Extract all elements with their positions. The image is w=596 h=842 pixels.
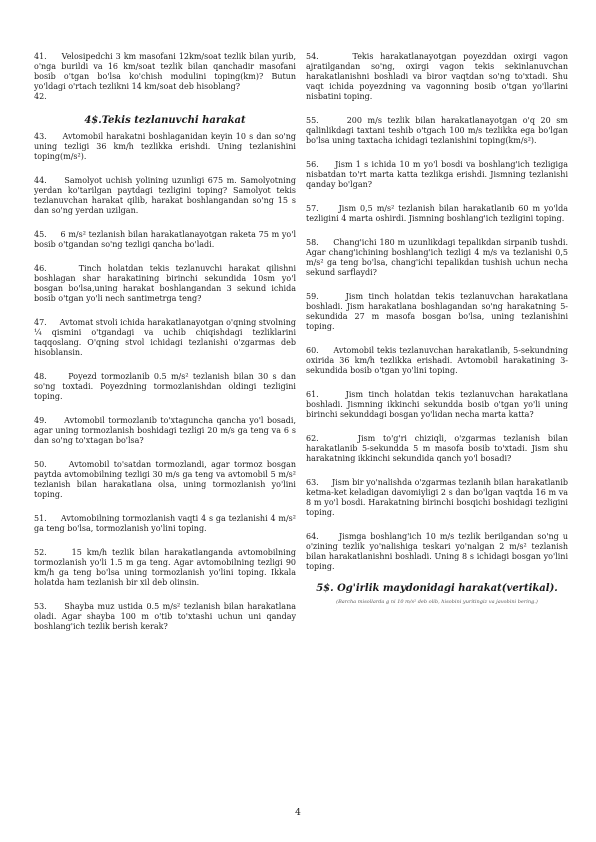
problem-49: 49. Avtomobil tormozlanib to'xtaguncha qancha yo'l bosadi, agar uning tormozlanish boshidagi tezligi 20 m/s ga teng va 6 s dan so'ng to'xtagan bo'lsa? [34, 416, 296, 445]
problem-51: 51. Avtomobilning tormozlanish vaqti 4 s ga tezlanishi 4 m/s² ga teng bo'lsa, tormozlanish yo'lini toping. [34, 514, 296, 533]
problem-52: 52. 15 km/h tezlik bilan harakatlanganda avtomobilning tormozlanish yo'li 1.5 m ga teng. Agar avtomobilning tezligi 90 km/h ga teng bo'lsa uning tormozlanish yo'lini toping. Ikkala holatda ham tezlanish bir xil deb olinsin. [34, 548, 296, 587]
problem-46: 46. Tinch holatdan tekis tezlanuvchi harakat qilishni boshlagan shar harakatining birinchi sekundida 10sm yo'l bosgan bo'lsa,uning harakat boshlangandan 3 sekund ichida bosib o'tgan yo'li nech santimetrga teng? [34, 264, 296, 303]
page-number: 4 [295, 808, 301, 818]
problem-43: 43. Avtomobil harakatni boshlaganidan keyin 10 s dan so'ng uning tezligi 36 km/h tezlikka erishdi. Uning tezlanishini toping(m/s²). [34, 132, 296, 161]
problem-50: 50. Avtomobil to'satdan tormozlandi, agar tormoz bosgan paytda avtomobilning tezligi 30 m/s ga teng va avtomobil 5 m/s² tezlanish bilan harakatlana olsa, uning tormozlanish yo'lini toping. [34, 460, 296, 499]
problem-42: 42. [34, 92, 47, 101]
problem-57: 57. Jism 0,5 m/s² tezlanish bilan harakatlanib 60 m yo'lda tezligini 4 marta oshirdi. Jismning boshlang'ich tezligini toping. [306, 204, 568, 223]
problem-48: 48. Poyezd tormozlanib 0.5 m/s² tezlanish bilan 30 s dan so'ng toxtadi. Poyezdning tormozlanishdan oldingi tezligini toping. [34, 372, 296, 401]
problem-59: 59. Jism tinch holatdan tekis tezlanuvchan harakatlana boshladi. Jism harakatlana boshlagandan so'ng harakatning 5-sekundida 27 m masofa bosgan bo'lsa, uning tezlanishini toping. [306, 292, 568, 331]
problem-62: 62. Jism to'g'ri chiziqli, o'zgarmas tezlanish bilan harakatlanib 5-sekundda 5 m masofa bosib to'xtadi. Jism shu harakatning ikkinchi sekundida qanch yo'l bosadi? [306, 434, 568, 463]
problem-53: 53. Shayba muz ustida 0.5 m/s² tezlanish bilan harakatlana oladi. Agar shayba 100 m o'tib to'xtashi uchun uni qanday boshlang'ich tezlik berish kerak? [34, 602, 296, 631]
section-heading-4: 4$.Tekis tezlanuvchi harakat [84, 115, 246, 126]
problem-41: 41. Velosipedchi 3 km masofani 12km/soat tezlik bilan yurib, o'nga burildi va 16 km/soat tezlik bilan qanchadir masofani bosib o'tgan bo'lsa ko'chish modulini toping(km)? Butun yo'ldagi o'rtach tezlikni 14 km/soat deb hisoblang? [34, 52, 296, 91]
section-note: (Barcha misollarda g ni 10 m/s² deb olib, hisobini yuritingiz va javobini bering.) [336, 599, 538, 605]
problem-61: 61. Jism tinch holatdan tekis tezlanuvchan harakatlana boshladi. Jismning ikkinchi sekundda bosib o'tgan yo'li uning birinchi sekunddagi bosgan yo'lidan necha marta katta? [306, 390, 568, 419]
problem-54: 54. Tekis harakatlanayotgan poyezddan oxirgi vagon ajratilgandan so'ng, oxirgi vagon tekis sekinlanuvchan harakatlanishni boshladi va biror vaqtdan so'ng to'xtadi. Shu vaqt ichida poyezdning va vagonning bosib o'tgan yo'llarini nisbatini toping. [306, 52, 568, 101]
problem-44: 44. Samolyot uchish yolining uzunligi 675 m. Samolyotning yerdan ko'tarilgan paytdagi tezligini toping? Samolyot tekis tezlanuvchan harakat qilib, harakat boshlangandan so'ng 15 s dan so'ng yerdan uzilgan. [34, 176, 296, 215]
left-column [34, 52, 296, 632]
problem-56: 56. Jism 1 s ichida 10 m yo'l bosdi va boshlang'ich tezligiga nisbatdan to'rt marta katta tezlikga erishdi. Jismning tezlanishi qanday bo'lgan? [306, 160, 568, 189]
problem-60: 60. Avtomobil tekis tezlanuvchan harakatlanib, 5-sekundning oxirida 36 km/h tezlikka erishadi. Avtomobil harakatining 3-sekundida bosib o'tgan yo'lini toping. [306, 346, 568, 375]
problem-47: 47. Avtomat stvoli ichida harakatlanayotgan o'qning stvolning ¼ qismini o'tgandagi va uchib chiqishdagi tezliklarini taqqoslang. O'qning stvol ichidagi tezlanishi o'zgarmas deb hisoblansin. [34, 318, 296, 357]
right-column [306, 52, 568, 611]
section-heading-5: 5$. Og'irlik maydonidagi harakat(vertikal). [316, 583, 558, 594]
problem-64: 64. Jismga boshlang'ich 10 m/s tezlik berilgandan so'ng u o'zining tezlik yo'nalishiga teskari yo'nalgan 2 m/s² tezlanish bilan harakatlanishni boshladi. Uning 8 s ichidagi bosgan yo'lini toping. [306, 532, 568, 571]
problem-55: 55. 200 m/s tezlik bilan harakatlanayotgan o'q 20 sm qalinlikdagi taxtani teshib o'tgach 100 m/s tezlikka ega bo'lgan bo'lsa uning taxtacha ichidagi tezlanishini toping(km/s²). [306, 116, 568, 145]
problem-58: 58. Chang'ichi 180 m uzunlikdagi tepalikdan sirpanib tushdi. Agar chang'ichining boshlang'ich tezligi 4 m/s va tezlanishi 0,5 m/s² ga teng bo'lsa, chang'ichi tepalikdan tushish uchun necha sekund sarflaydi? [306, 238, 568, 277]
problem-45: 45. 6 m/s² tezlanish bilan harakatlanayotgan raketa 75 m yo'l bosib o'tgandan so'ng tezligi qancha bo'ladi. [34, 230, 296, 249]
problem-63: 63. Jism bir yo'nalishda o'zgarmas tezlanih bilan harakatlanib ketma-ket keladigan davomiyligi 2 s dan bo'lgan vaqtda 16 m va 8 m yo'l bosdi. Harakatning birinchi bosqichi boshidagi tezligini toping. [306, 478, 568, 517]
